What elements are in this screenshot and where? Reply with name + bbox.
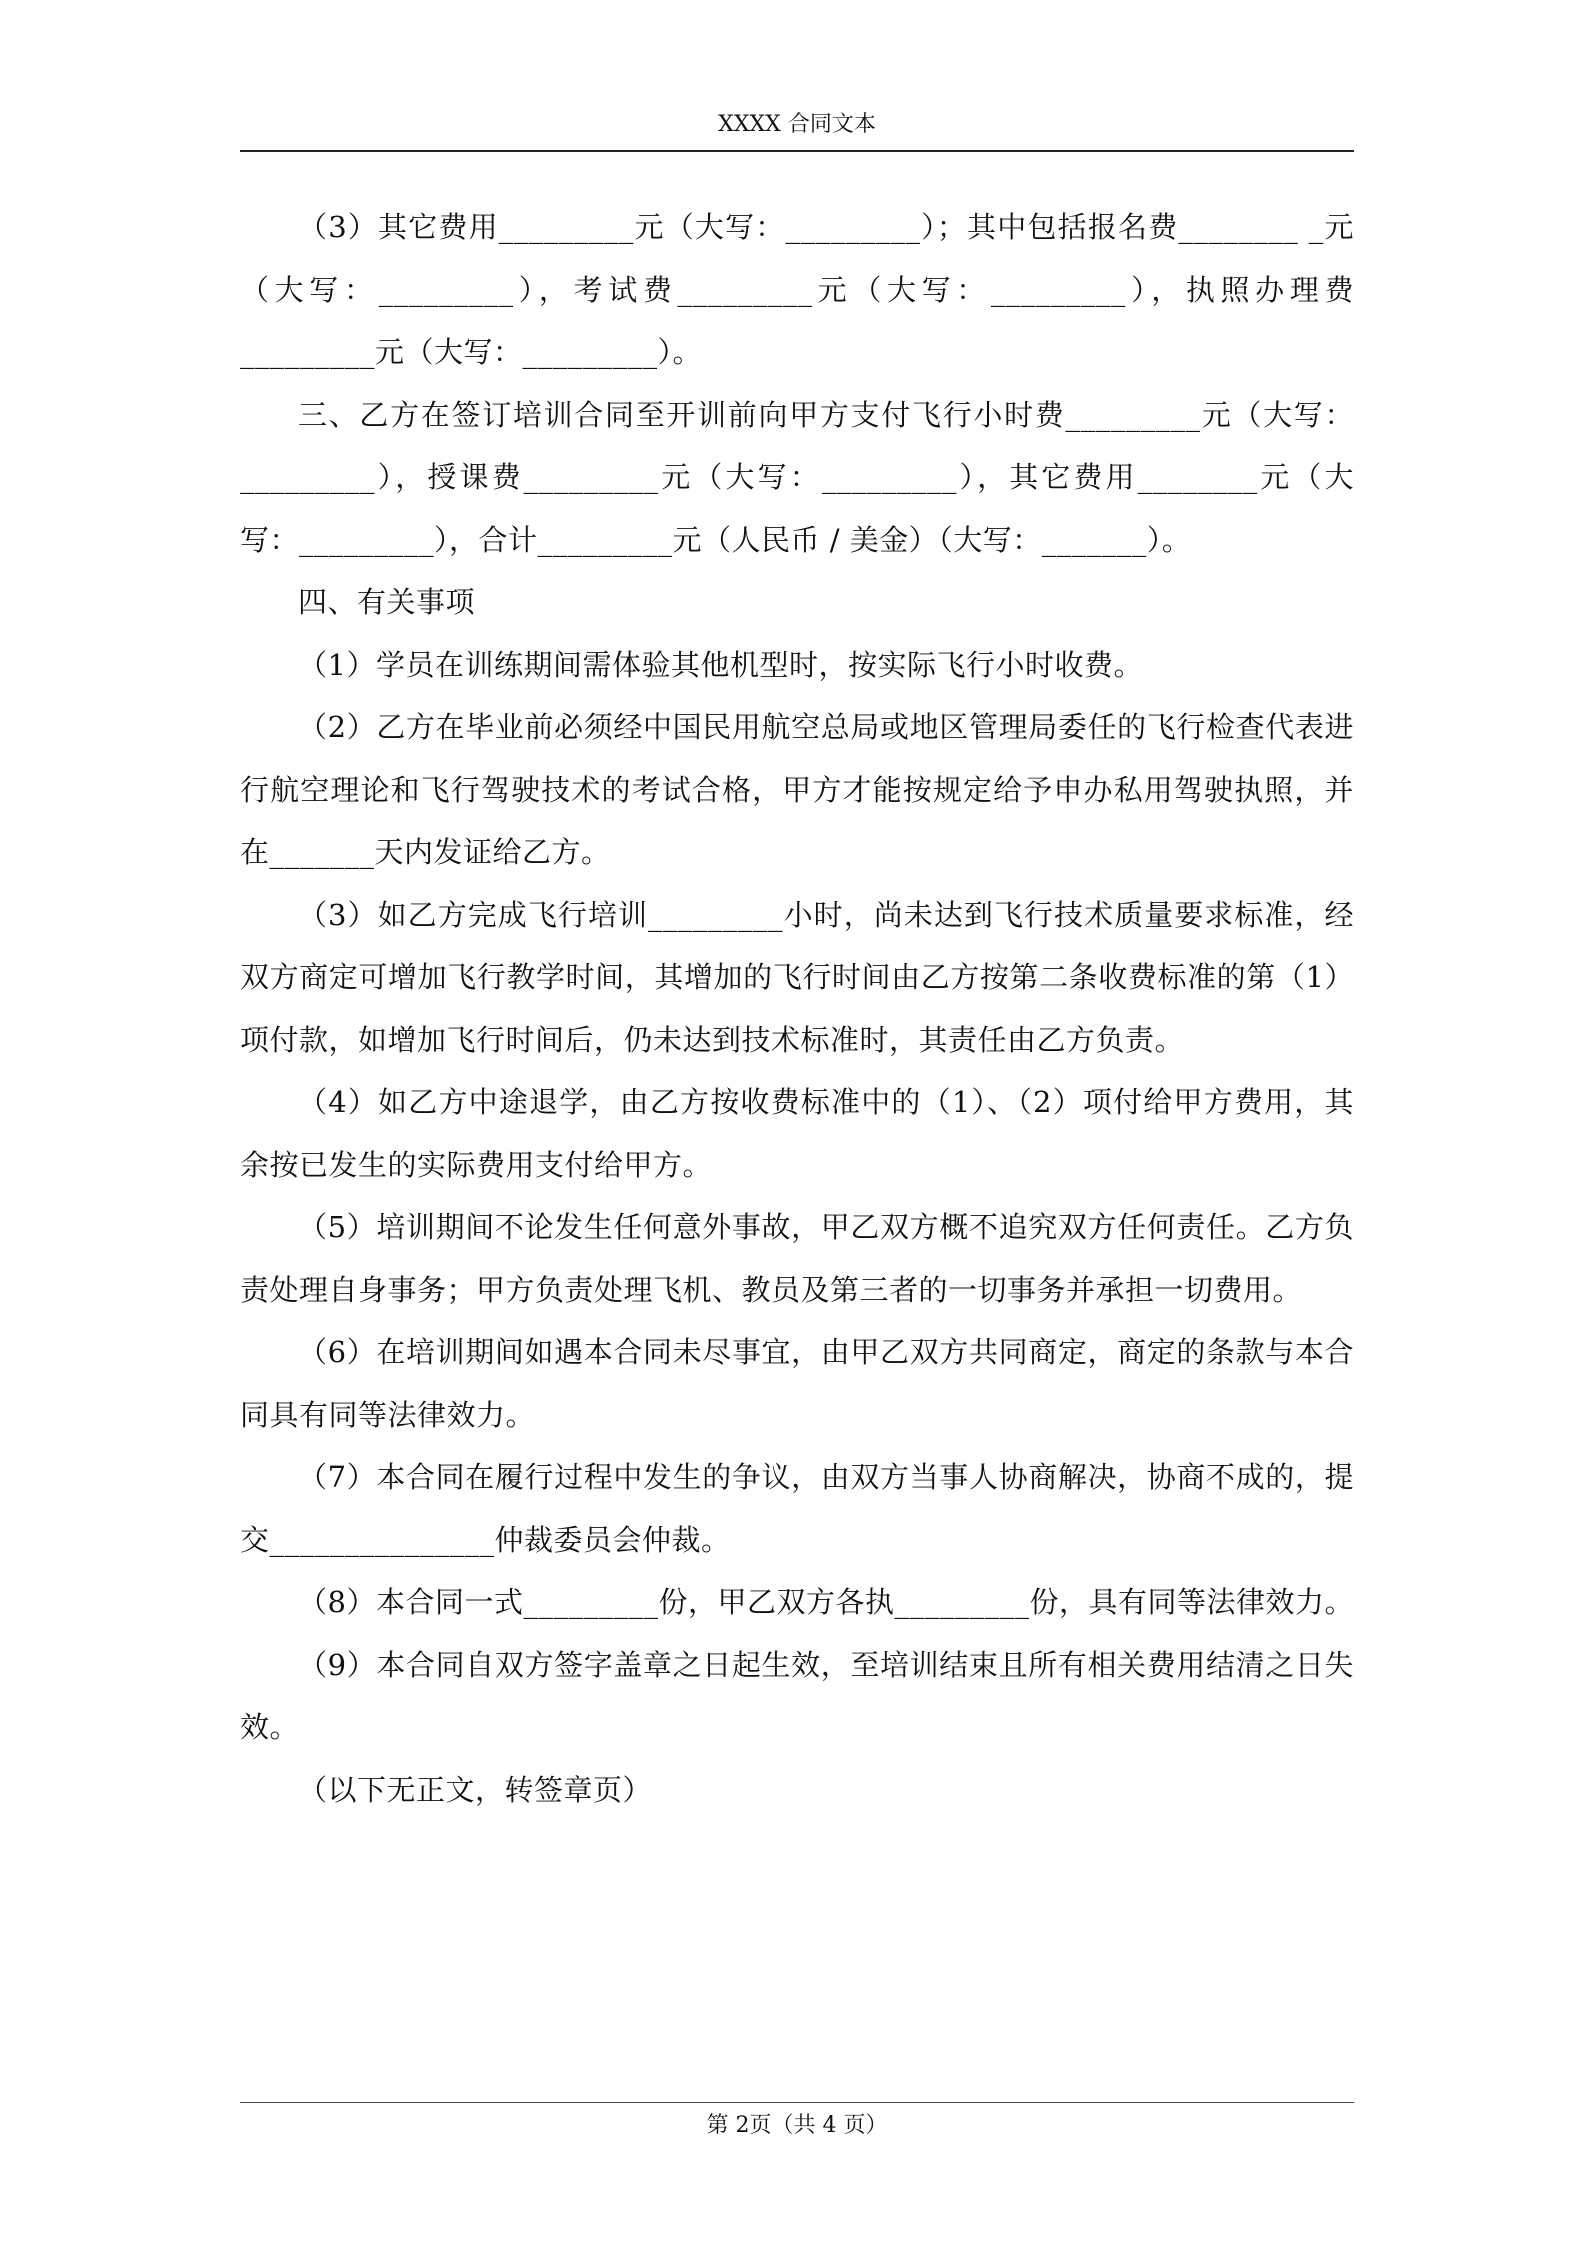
document-title: XXXX 合同文本 (718, 112, 876, 137)
page-number: 第 2页（共 4 页） (706, 2113, 888, 2138)
paragraph-item-6: （6）在培训期间如遇本合同未尽事宜，由甲乙双方共同商定，商定的条款与本合同具有同等法律效力。 (240, 1335, 1354, 1432)
page-footer (240, 2102, 1354, 2141)
paragraph-item-3: （3）如乙方完成飞行培训_________小时，尚未达到飞行技术质量要求标准，经双方商定可增加飞行教学时间，其增加的飞行时间由乙方按第二条收费标准的第（1）项付款，如增加飞行时间后，仍未达到技术标准时，其责任由乙方负责。 (240, 897, 1354, 1057)
paragraph-item-8: （8）本合同一式_________份，甲乙双方各执_________份，具有同等法律效力。 (298, 1585, 1354, 1619)
page-header (240, 110, 1354, 152)
paragraph-item-4: （4）如乙方中途退学，由乙方按收费标准中的（1）、（2）项付给甲方费用，其余按已发生的实际费用支付给甲方。 (240, 1085, 1354, 1182)
section-heading-related-matters: 四、有关事项 (298, 585, 476, 619)
paragraph-item-2: （2）乙方在毕业前必须经中国民用航空总局或地区管理局委任的飞行检查代表进行航空理论和飞行驾驶技术的考试合格，甲方才能按规定给予申办私用驾驶执照，并在_______天内发证给乙方。 (240, 710, 1354, 869)
paragraph-item-7: （7）本合同在履行过程中发生的争议，由双方当事人协商解决，协商不成的，提交_______________仲裁委员会仲裁。 (240, 1460, 1354, 1557)
paragraph-item-5: （5）培训期间不论发生任何意外事故，甲乙双方概不追究双方任何责任。乙方负责处理自身事务；甲方负责处理飞机、教员及第三者的一切事务并承担一切费用。 (240, 1210, 1354, 1307)
paragraph-other-fees: （3）其它费用_________元（大写：_________）；其中包括报名费________ _元（大写：_________），考试费_________元（大写：_________），执照办理费_________元（大写：_________）。 (240, 210, 1354, 369)
paragraph-section-three-payment: 三、乙方在签订培训合同至开训前向甲方支付飞行小时费_________元（大写：_________），授课费_________元（大写：_________），其它费用________元（大写：_________），合计_________元（人民币 / 美金）（大写：_______）。 (240, 397, 1354, 557)
paragraph-item-9: （9）本合同自双方签字盖章之日起生效，至培训结束且所有相关费用结清之日失效。 (240, 1647, 1354, 1744)
paragraph-no-more-text: （以下无正文，转签章页） (298, 1772, 653, 1807)
paragraph-item-1: （1）学员在训练期间需体验其他机型时，按实际飞行小时收费。 (298, 647, 1143, 682)
document-body (240, 196, 1354, 1821)
